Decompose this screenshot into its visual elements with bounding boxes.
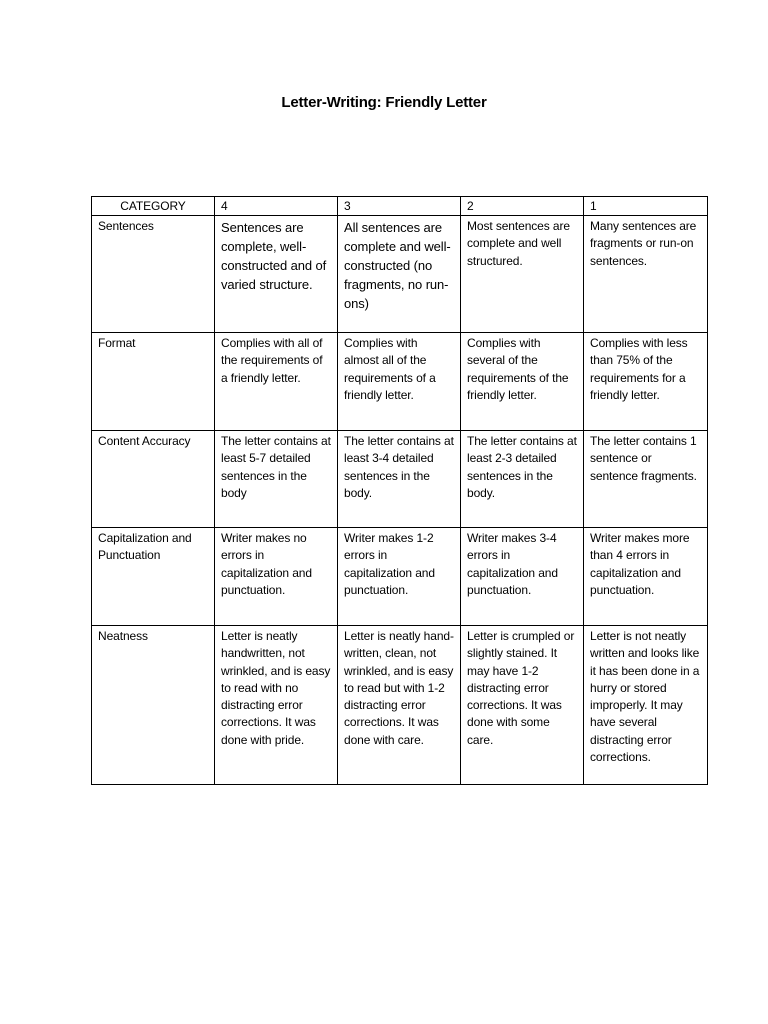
criteria-cell-4: Writer makes no errors in capitalization and punctuation.: [215, 528, 338, 626]
criteria-cell-1: Writer makes more than 4 errors in capitalization and punctuation.: [584, 528, 708, 626]
category-cell: Format: [92, 333, 215, 431]
criteria-cell-2: The letter contains at least 2-3 detailed sentences in the body.: [461, 431, 584, 528]
header-score-4: 4: [215, 197, 338, 216]
category-cell: Sentences: [92, 216, 215, 333]
category-cell: Capitalization and Punctuation: [92, 528, 215, 626]
criteria-cell-2: Complies with several of the requirements of the friendly letter.: [461, 333, 584, 431]
table-row-sentences: [92, 216, 708, 333]
rubric-table: [91, 196, 708, 785]
header-score-2: 2: [461, 197, 584, 216]
criteria-cell-3: All sentences are complete and well-constructed (no fragments, no run-ons): [338, 216, 461, 333]
page-title: Letter-Writing: Friendly Letter: [281, 94, 487, 111]
criteria-cell-4: Sentences are complete, well-constructed and of varied structure.: [215, 216, 338, 333]
criteria-cell-1: Letter is not neatly written and looks like it has been done in a hurry or stored improperly. It may have several distracting error corrections.: [584, 626, 708, 785]
category-cell: Content Accuracy: [92, 431, 215, 528]
criteria-cell-4: Letter is neatly handwritten, not wrinkled, and is easy to read with no distracting error corrections. It was done with pride.: [215, 626, 338, 785]
criteria-cell-3: The letter contains at least 3-4 detailed sentences in the body.: [338, 431, 461, 528]
criteria-cell-3: Letter is neatly hand-written, clean, not wrinkled, and is easy to read but with 1-2 distracting error corrections. It was done with care.: [338, 626, 461, 785]
criteria-cell-2: Most sentences are complete and well structured.: [461, 216, 584, 333]
criteria-cell-4: Complies with all of the requirements of a friendly letter.: [215, 333, 338, 431]
category-cell: Neatness: [92, 626, 215, 785]
criteria-cell-1: Many sentences are fragments or run-on sentences.: [584, 216, 708, 333]
criteria-cell-4: The letter contains at least 5-7 detailed sentences in the body: [215, 431, 338, 528]
table-row-capitalization: [92, 528, 708, 626]
header-score-3: 3: [338, 197, 461, 216]
criteria-cell-2: Writer makes 3-4 errors in capitalization and punctuation.: [461, 528, 584, 626]
criteria-cell-1: Complies with less than 75% of the requirements for a friendly letter.: [584, 333, 708, 431]
criteria-cell-3: Complies with almost all of the requirements of a friendly letter.: [338, 333, 461, 431]
table-row-content-accuracy: [92, 431, 708, 528]
criteria-cell-3: Writer makes 1-2 errors in capitalization and punctuation.: [338, 528, 461, 626]
header-score-1: 1: [584, 197, 708, 216]
table-row-neatness: [92, 626, 708, 785]
criteria-cell-1: The letter contains 1 sentence or sentence fragments.: [584, 431, 708, 528]
table-row-format: [92, 333, 708, 431]
criteria-cell-2: Letter is crumpled or slightly stained. It may have 1-2 distracting error corrections. It was done with some care.: [461, 626, 584, 785]
table-header-row: [92, 197, 708, 216]
header-category: CATEGORY: [92, 197, 215, 216]
